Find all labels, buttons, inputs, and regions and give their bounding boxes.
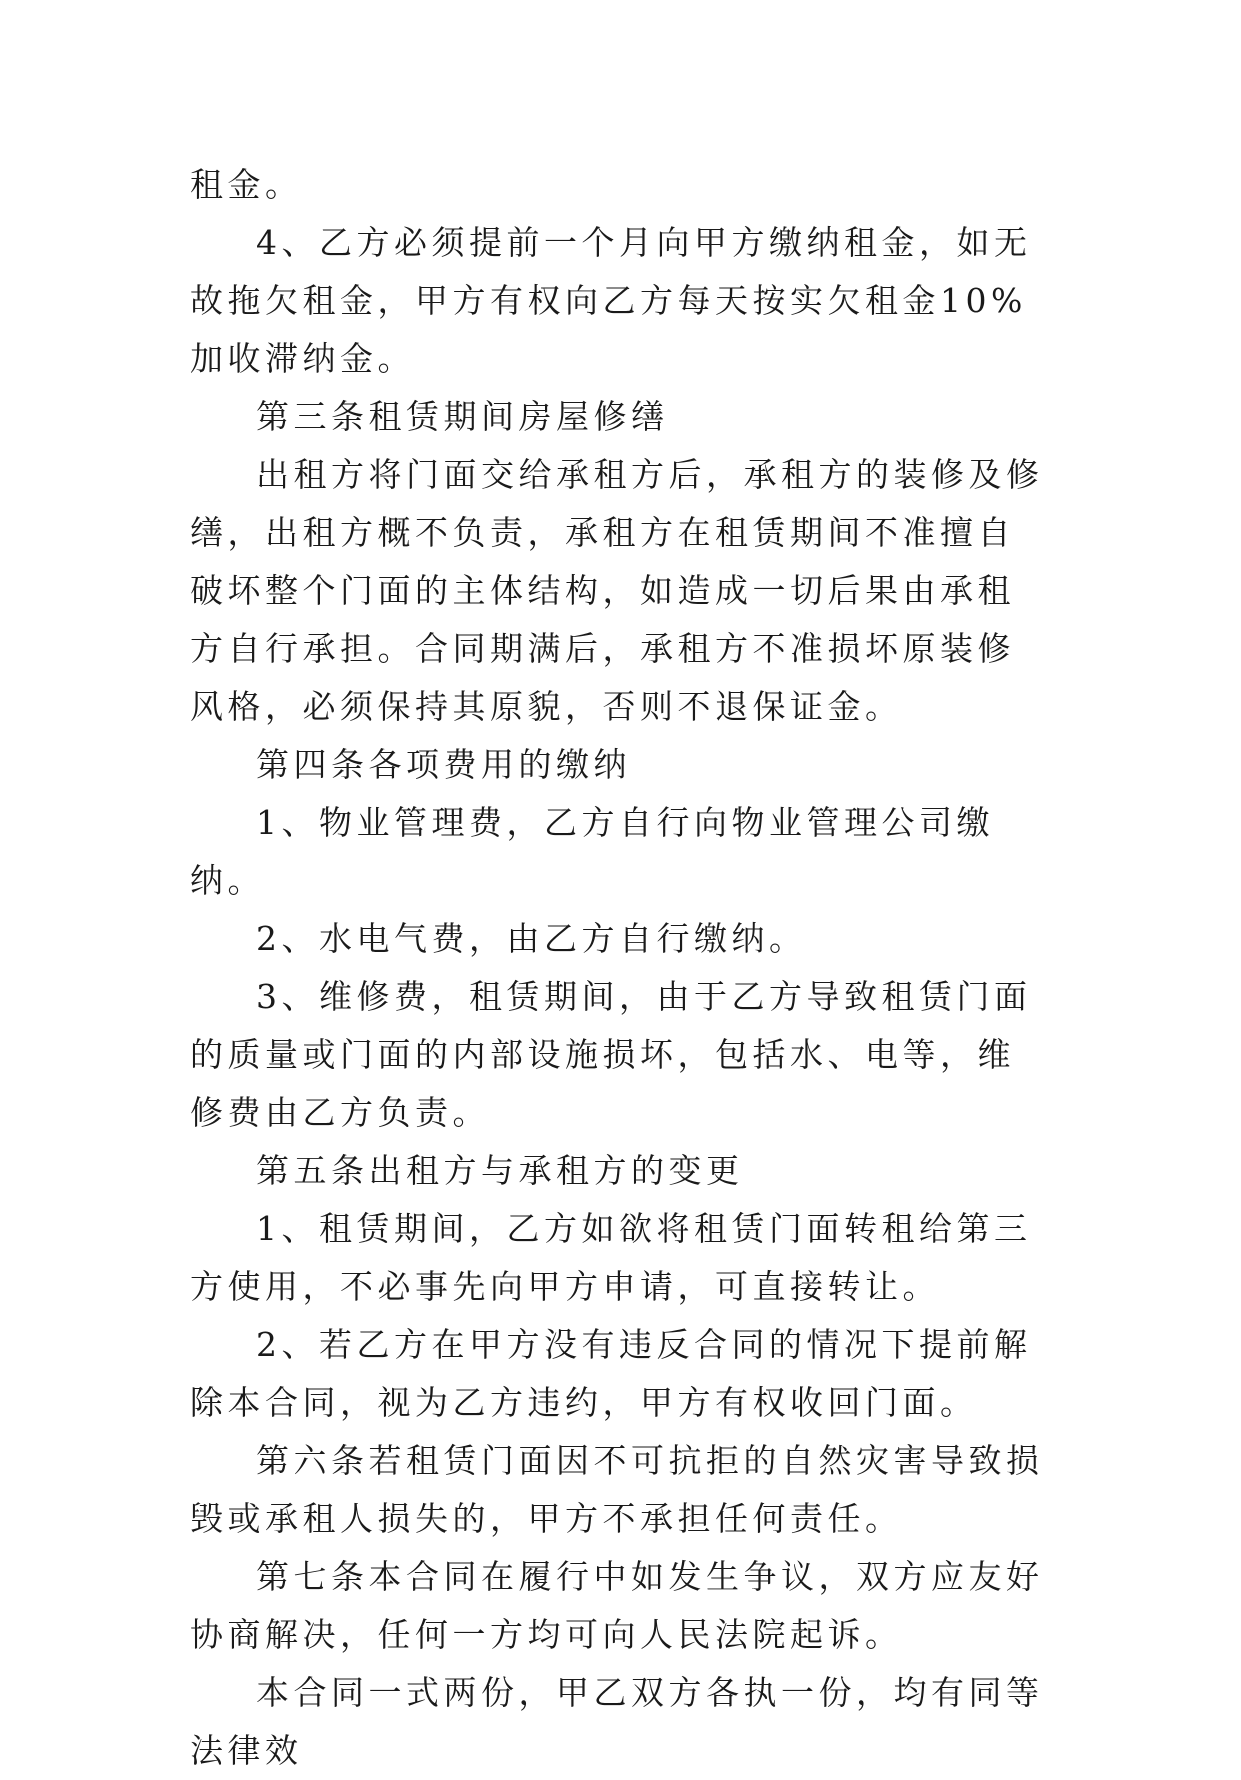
paragraph-copies: 本合同一式两份，甲乙双方各执一份，均有同等法律效 <box>190 1673 1044 1770</box>
paragraph-article-7: 第七条本合同在履行中如发生争议，双方应友好协商解决，任何一方均可向人民法院起诉。 <box>190 1557 1044 1654</box>
paragraph-maintenance-fee: 3、维修费，租赁期间，由于乙方导致租赁门面的质量或门面的内部设施损坏，包括水、电等，维修费由乙方负责。 <box>190 977 1032 1132</box>
paragraph-rent-payment: 4、乙方必须提前一个月向甲方缴纳租金，如无故拖欠租金，甲方有权向乙方每天按实欠租金10%加收滞纳金。 <box>190 223 1032 378</box>
paragraph-repairs: 出租方将门面交给承租方后，承租方的装修及修缮，出租方概不负责，承租方在租赁期间不准擅自破坏整个门面的主体结构，如造成一切后果由承租方自行承担。合同期满后，承租方不准损坏原装修风格，必须保持其原貌，否则不退保证金。 <box>190 455 1044 726</box>
heading-article-5: 第五条出租方与承租方的变更 <box>256 1151 744 1190</box>
paragraph-continued-rent: 租金。 <box>190 165 303 204</box>
paragraph-sublease: 1、租赁期间，乙方如欲将租赁门面转租给第三方使用，不必事先向甲方申请，可直接转让。 <box>190 1209 1032 1306</box>
paragraph-utilities-fee: 2、水电气费，由乙方自行缴纳。 <box>256 919 807 958</box>
heading-article-3: 第三条租赁期间房屋修缮 <box>256 397 669 436</box>
paragraph-article-6: 第六条若租赁门面因不可抗拒的自然灾害导致损毁或承租人损失的，甲方不承担任何责任。 <box>190 1441 1044 1538</box>
document-body <box>190 156 1050 1780</box>
paragraph-early-termination: 2、若乙方在甲方没有违反合同的情况下提前解除本合同，视为乙方违约，甲方有权收回门面。 <box>190 1325 1032 1422</box>
paragraph-property-fee: 1、物业管理费，乙方自行向物业管理公司缴纳。 <box>190 803 994 900</box>
heading-article-4: 第四条各项费用的缴纳 <box>256 745 631 784</box>
